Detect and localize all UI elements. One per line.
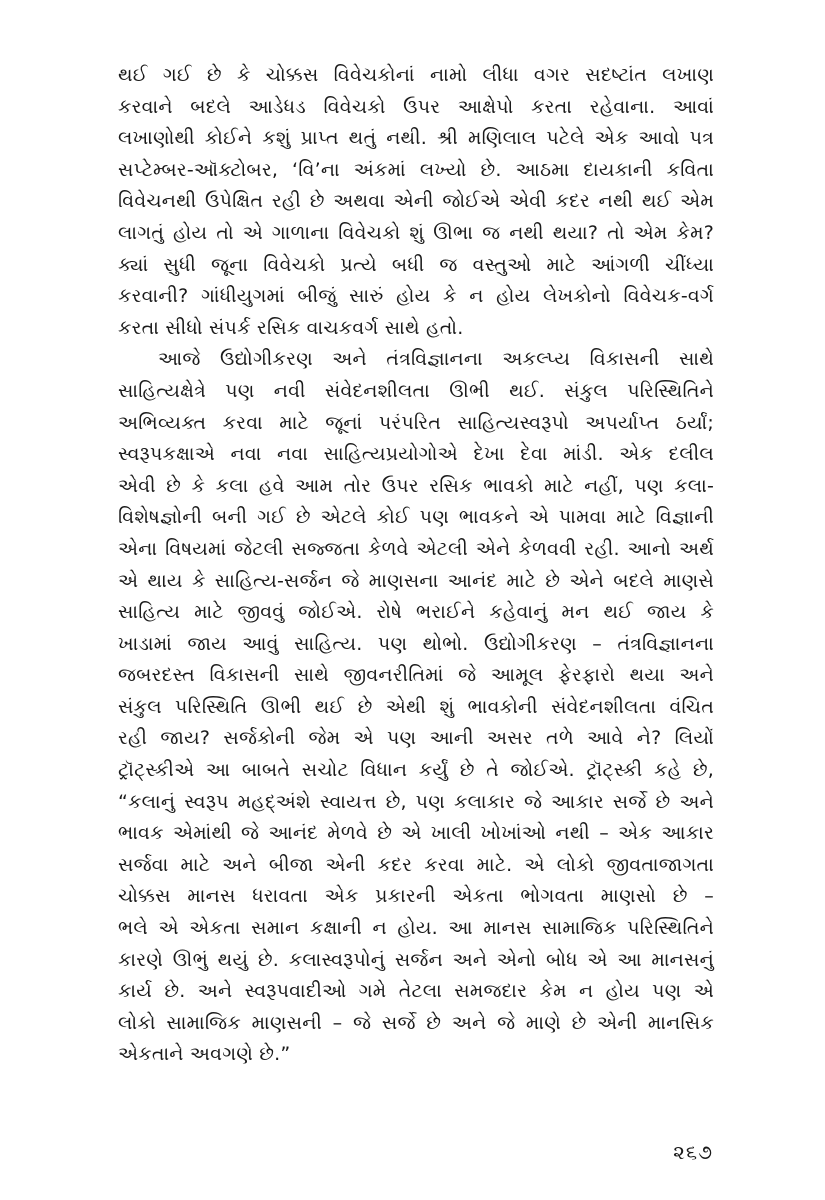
text-line: આજે ઉદ્યોગીકરણ અને તંત્રવિજ્ઞાનના અકલ્પ્ય વિકાસની સાથે	[158, 348, 714, 371]
text-line: ભલે એ એકતા સમાન કક્ષાની ન હોય. આ માનસ સામાજિક પરિસ્થિતિને	[118, 917, 714, 940]
text-line: જબરદસ્ત વિકાસની સાથે જીવનરીતિમાં જે આમૂલ ફેરફારો થયા અને	[118, 664, 714, 687]
text-line: એવી છે કે કલા હવે આમ તોર ઉપર રસિક ભાવકો માટે નહીં, પણ કલા-	[118, 474, 714, 497]
text-line: ખાડામાં જાય આવું સાહિત્ય. પણ થોભો. ઉદ્યોગીકરણ – તંત્રવિજ્ઞાનના	[118, 632, 714, 655]
text-line: સાહિત્યક્ષેત્રે પણ નવી સંવેદનશીલતા ઊભી થઈ. સંકુલ પરિસ્થિતિને	[118, 379, 714, 402]
text-line: “કલાનું સ્વરૂપ મહદ્અંશે સ્વાયત્ત છે, પણ કલાકાર જે આકાર સર્જે છે અને	[118, 790, 714, 813]
text-line: કરવાને બદલે આડેધડ વિવેચકો ઉપર આક્ષેપો કરતા રહેવાના. આવાં	[118, 95, 714, 118]
text-line: સાહિત્ય માટે જીવવું જોઈએ. રોષે ભરાઈને કહેવાનું મન થઈ જાય કે	[118, 601, 714, 624]
text-line: સપ્ટેમ્બર-ઑક્ટોબર, ‘વિ’ના અંકમાં લખ્યો છે. આઠમા દાયકાની કવિતા	[118, 158, 714, 181]
text-line: કારણે ઊભું થયું છે. કલાસ્વરૂપોનું સર્જન અને એનો બોધ એ આ માનસનું	[118, 948, 714, 971]
text-line: કરવાની? ગાંધીયુગમાં બીજું સારું હોય કે ન હોય લેખકોનો વિવેચક-વર્ગ	[118, 285, 714, 308]
body-text	[118, 60, 714, 1071]
text-line: લખાણોથી કોઈને કશું પ્રાપ્ત થતું નથી. શ્રી મણિલાલ પટેલે એક આવો પત્ર	[118, 127, 714, 150]
text-line: સંકુલ પરિસ્થિતિ ઊભી થઈ છે એથી શું ભાવકોની સંવેદનશીલતા વંચિત	[118, 695, 714, 718]
text-line: ભાવક એમાંથી જે આનંદ મેળવે છે એ ખાલી ખોખાંઓ નથી – એક આકાર	[118, 822, 714, 845]
text-line: કાર્ય છે. અને સ્વરૂપવાદીઓ ગમે તેટલા સમજદાર કેમ ન હોય પણ એ	[118, 980, 714, 1003]
text-line: લાગતું હોય તો એ ગાળાના વિવેચકો શું ઊભા જ નથી થયા? તો એમ કેમ?	[118, 221, 714, 244]
text-line: લોકો સામાજિક માણસની – જે સર્જે છે અને જે માણે છે એની માનસિક	[118, 1011, 714, 1034]
text-line: ક્યાં સુધી જૂના વિવેચકો પ્રત્યે બધી જ વસ્તુઓ માટે આંગળી ચીંધ્યા	[118, 253, 714, 276]
text-line: થઈ ગઈ છે કે ચોક્કસ વિવેચકોનાં નામો લીધા વગર સદષ્ટાંત લખાણ	[118, 64, 714, 86]
text-line: ટ્રૉટ્સ્કીએ આ બાબતે સચોટ વિધાન કર્યું છે તે જોઈએ. ટ્રૉટ્સ્કી કહે છે,	[118, 759, 714, 782]
text-line: ચોક્કસ માનસ ધરાવતા એક પ્રકારની એકતા ભોગવતા માણસો છે –	[118, 885, 714, 908]
text-line: એકતાને અવગણે છે.”	[118, 1043, 291, 1066]
text-line: સ્વરૂપકક્ષાએ નવા નવા સાહિત્યપ્રયોગોએ દેખા દેવા માંડી. એક દલીલ	[118, 443, 714, 466]
text-line: એના વિષયમાં જેટલી સજ્જતા કેળવે એટલી એને કેળવવી રહી. આનો અર્થ	[118, 537, 714, 560]
text-line: એ થાય કે સાહિત્ય-સર્જન જે માણસના આનંદ માટે છે એને બદલે માણસે	[118, 569, 714, 592]
text-line: અભિવ્યક્ત કરવા માટે જૂનાં પરંપરિત સાહિત્યસ્વરૂપો અપર્યાપ્ત ઠર્યાં;	[118, 411, 714, 434]
text-line: વિશેષજ્ઞોની બની ગઈ છે એટલે કોઈ પણ ભાવકને એ પામવા માટે વિજ્ઞાની	[118, 506, 714, 529]
text-line: રહી જાય? સર્જકોની જેમ એ પણ આની અસર તળે આવે ને? લિયોં	[118, 727, 714, 750]
text-line: કરતા સીધો સંપર્ક રસિક વાચકવર્ગ સાથે હતો.	[118, 316, 464, 339]
text-line: સર્જવા માટે અને બીજા એની કદર કરવા માટે. એ લોકો જીવતાજાગતા	[118, 853, 714, 876]
page-number: ૨૬૭	[673, 1140, 713, 1164]
text-line: વિવેચનથી ઉપેક્ષિત રહી છે અથવા એની જોઈએ એવી કદર નથી થઈ એમ	[118, 190, 714, 213]
